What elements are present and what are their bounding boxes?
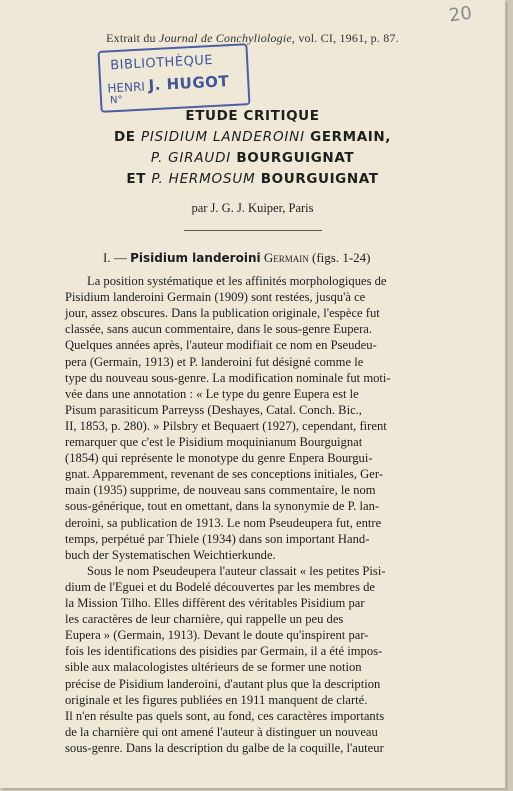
body-line: type du nouveau sous-genre. La modification nominale fut moti- <box>65 370 391 385</box>
stamp-line2 <box>107 72 230 96</box>
body-line: Pisum parasiticum Parreyss (Deshayes, Catal. Conch. Bic., <box>65 402 362 417</box>
title-line3 <box>0 150 505 166</box>
body-line: les caractères de leur charnière, qui rappelle un peu des <box>65 612 344 627</box>
body-line: II, 1853, p. 280). » Pilsbry et Bequaert (1927), cependant, firent <box>65 418 387 433</box>
body-line: Quelques années après, l'auteur modifiait ce nom en Pseudeu- <box>65 338 377 353</box>
body-line: pera (Germain, 1913) et P. landeroini fut désigné comme le <box>65 354 364 369</box>
body-line: deroini, sa publication de 1913. Le nom Pseudeupera fut, entre <box>65 515 382 530</box>
author-line: par J. G. J. Kuiper, Paris <box>191 201 314 215</box>
body-line: gnat. Apparemment, revenant de ses conceptions initiales, Ger- <box>65 467 383 482</box>
body-line: Sous le nom Pseudeupera l'auteur classait « les petites Pisi- <box>87 563 386 578</box>
section-figs: (figs. 1-24) <box>312 250 371 265</box>
body-line: fois les identifications des pisidies par Germain, il a été impos- <box>65 644 383 659</box>
body-line: de la charnière qui ont amené l'auteur à distinguer un nouveau <box>65 724 378 739</box>
separator-rule <box>184 230 322 231</box>
body-line: jour, assez obscures. Dans la publication originale, l'espèce fut <box>65 306 380 321</box>
title-line2-suffix: GERMAIN, <box>310 129 392 145</box>
body-line: classée, sans aucun commentaire, dans le sous-genre Eupera. <box>65 322 373 337</box>
body-line: Pisidium landeroini Germain (1909) sont restées, jusqu'à ce <box>65 290 366 305</box>
title-line2-species: PISIDIUM LANDEROINI <box>140 129 305 145</box>
header-journal: Journal de Conchyliologie, <box>158 31 296 45</box>
body-line: main (1935) supprime, de nouveau sans commentaire, le nom <box>65 483 376 498</box>
title-line4-species: P. HERMOSUM <box>151 171 256 187</box>
section-species: Pisidium landeroini <box>130 251 261 265</box>
title-line2-prefix: DE <box>113 129 136 145</box>
body-line: Eupera » (Germain, 1913). Devant le doute qu'inspirent par- <box>65 628 369 643</box>
body-line: sible aux malacologistes ultérieurs de se former une notion <box>65 660 362 675</box>
title-line3-species: P. GIRAUDI <box>150 150 232 166</box>
title-line3-suffix: BOURGUIGNAT <box>236 150 355 166</box>
header-volume: vol. CI, 1961, p. 87. <box>298 31 399 45</box>
stamp-line2b: J. HUGOT <box>148 72 230 95</box>
handwritten-page-number: 20 <box>447 2 474 27</box>
body-line: (1854) qui représente le monotype du genre Enpera Bourgui- <box>65 451 373 466</box>
body-line: sous-genre. Dans la description du galbe de la coquille, l'auteur <box>65 740 384 755</box>
body-line: remarquer que c'est le Pisidium moquinianum Bourguignat <box>65 435 363 449</box>
title-line4-prefix: ET <box>126 171 147 187</box>
body-line: précise de Pisidium landeroini, d'autant plus que la description <box>65 676 381 691</box>
body-line: buch der Systematischen Weichtierkunde. <box>65 547 276 562</box>
title-line2 <box>0 129 505 145</box>
library-stamp <box>97 43 250 113</box>
body-line: La position systématique et les affinités morphologiques de <box>87 274 387 288</box>
stamp-line2a: HENRI <box>107 79 146 96</box>
title-line1: ETUDE CRITIQUE <box>185 108 320 124</box>
header-prefix: Extrait du <box>106 31 156 45</box>
stamp-line1: BIBLIOTHÈQUE <box>109 52 214 74</box>
body-line: la Mission Tilho. Elles diffèrent des véritables Pisidium par <box>65 596 365 610</box>
body-line: sous-générique, tout en omettant, dans la synonymie de P. lan- <box>65 499 380 514</box>
section-number: I. — <box>103 250 127 265</box>
title-line4 <box>0 171 505 187</box>
stamp-line3: N° <box>109 94 123 107</box>
section-heading <box>103 250 371 266</box>
body-line: vée dans une annotation : « Le type du genre Eupera est le <box>65 386 359 401</box>
body-line: originale et les figures publiées en 1911 manquent de clarté. <box>65 692 368 707</box>
title-line4-suffix: BOURGUIGNAT <box>260 171 379 187</box>
body-line: dium de l'Eguei et du Bodelé découvertes par les membres de <box>65 579 376 594</box>
body-line: temps, perpétué par Thiele (1934) dans son important Hand- <box>65 531 370 546</box>
journal-header <box>0 31 505 46</box>
body-line: Il n'en résulte pas quels sont, au fond, ces caractères importants <box>65 708 385 723</box>
section-author: Germain <box>263 250 309 265</box>
